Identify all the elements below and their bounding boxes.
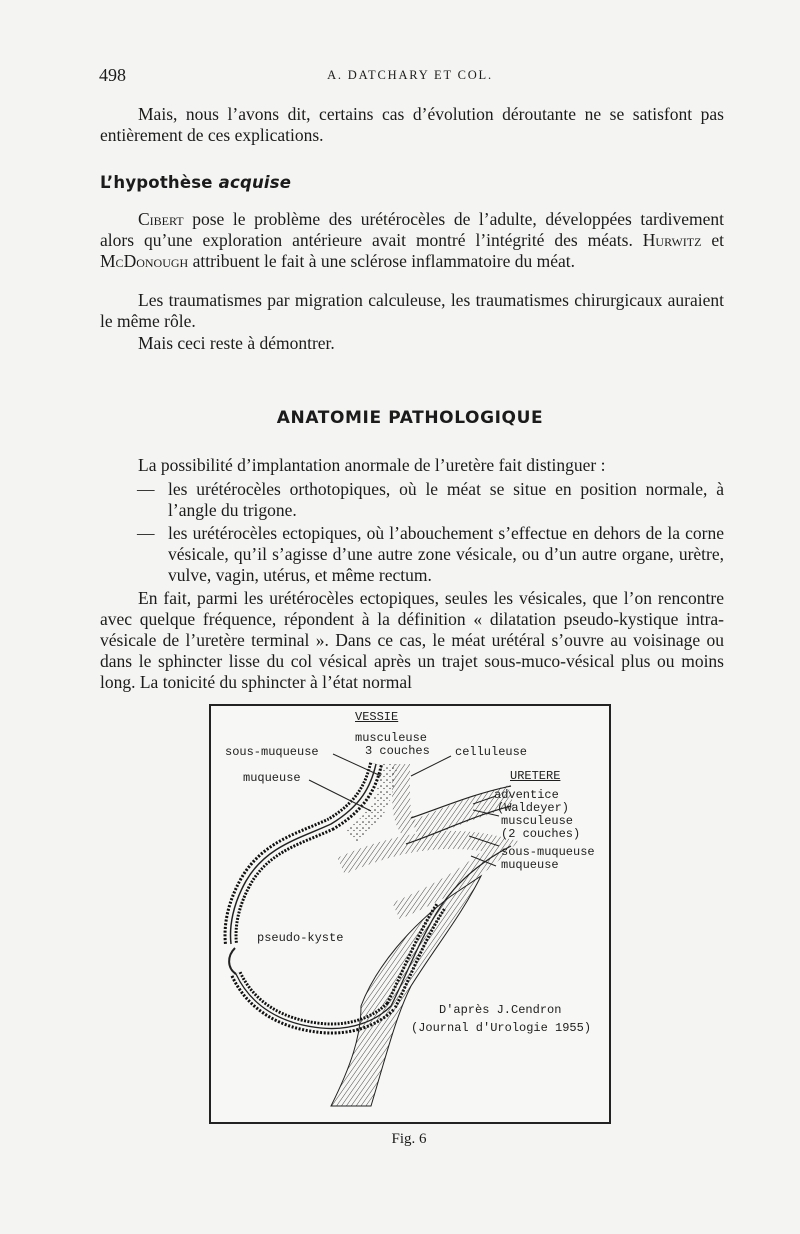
page-number: 498	[99, 65, 126, 85]
label-sous-muqueuse-uretere: sous-muqueuse	[501, 845, 595, 859]
credit-line-2: (Journal d'Urologie 1955)	[411, 1021, 592, 1035]
list-item-text: les urétérocèles ectopiques, où l’abouchement s’effectue en dehors de la corne vésicale, qu’il s’agisse d’une autre zone vésicale, ou d’un autre organe, urètre, vulve, vagin, utérus, et même rectum.	[168, 523, 724, 585]
label-muqueuse-vessie: muqueuse	[243, 771, 301, 785]
list-item-text: les urétérocèles orthotopiques, où le méat se situe en position normale, à l’angle du trigone.	[168, 479, 724, 520]
label-musculeuse-vessie: musculeuse	[355, 731, 428, 745]
credit-line-1: D'après J.Cendron	[439, 1003, 562, 1017]
label-pseudo-kyste: pseudo-kyste	[257, 931, 344, 945]
section-heading-acquise	[100, 173, 291, 192]
label-muqueuse-uretere: muqueuse	[501, 858, 559, 872]
author-name: Cibert	[138, 209, 184, 229]
label-musculeuse-uretere: musculeuse	[501, 814, 574, 828]
label-celluleuse: celluleuse	[455, 745, 528, 759]
intro-paragraph: Mais, nous l’avons dit, certains cas d’évolution déroutante ne se satisfont pas entièrement de ces explications.	[100, 104, 724, 145]
label-vessie: VESSIE	[355, 710, 399, 724]
label-sous-muqueuse-vessie: sous-muqueuse	[225, 745, 319, 759]
section-heading-anatomie: ANATOMIE PATHOLOGIQUE	[276, 408, 544, 428]
heading-part2: acquise	[218, 173, 292, 192]
label-adventice: adventice	[494, 788, 559, 802]
label-2-couches: (2 couches)	[501, 827, 581, 841]
list-dash: —	[137, 479, 155, 499]
label-3-couches: 3 couches	[365, 744, 430, 758]
figure-6-diagram	[209, 704, 611, 1124]
paragraph-text: pose le problème des urétérocèles de l’adulte, développées tardivement alors qu’une exploration antérieure avait montré l’intégrité des méats.	[100, 209, 724, 250]
author-name: Hurwitz	[642, 230, 702, 250]
ureter	[341, 786, 511, 911]
paragraph-possibilite: La possibilité d’implantation anormale de l’uretère fait distinguer :	[138, 455, 606, 475]
paragraph-traumatismes: Les traumatismes par migration calculeuse, les traumatismes chirurgicaux auraient le même rôle.	[100, 290, 724, 331]
running-title: A. DATCHARY ET COL.	[327, 68, 493, 82]
label-waldeyer: (Waldeyer)	[497, 801, 570, 815]
label-uretere: URETERE	[510, 769, 561, 783]
author-name: McDonough	[100, 251, 189, 271]
figure-caption: Fig. 6	[391, 1131, 427, 1147]
paragraph-text: et	[701, 230, 725, 250]
heading-part1: L’hypothèse	[100, 173, 219, 192]
paragraph-demontrer: Mais ceci reste à démontrer.	[138, 333, 335, 353]
list-dash: —	[137, 523, 155, 543]
paragraph-en-fait: En fait, parmi les urétérocèles ectopiques, seules les vésicales, que l’on rencontre avec quelque fréquence, répondent à la définition « dilatation pseudo-kystique intra-vésicale de l’uretère terminal ». Dans ce cas, le méat urétéral s’ouvre au voisinage ou dans le sphincter lisse du col vésical après un trajet sous-muco-vésical plus ou moins long. La tonicité du sphincter à l’état normal	[100, 588, 724, 692]
paragraph-text: attribuent le fait à une sclérose inflammatoire du méat.	[188, 251, 575, 271]
sphincter-region	[331, 846, 511, 1106]
paragraph-cibert	[100, 209, 724, 272]
